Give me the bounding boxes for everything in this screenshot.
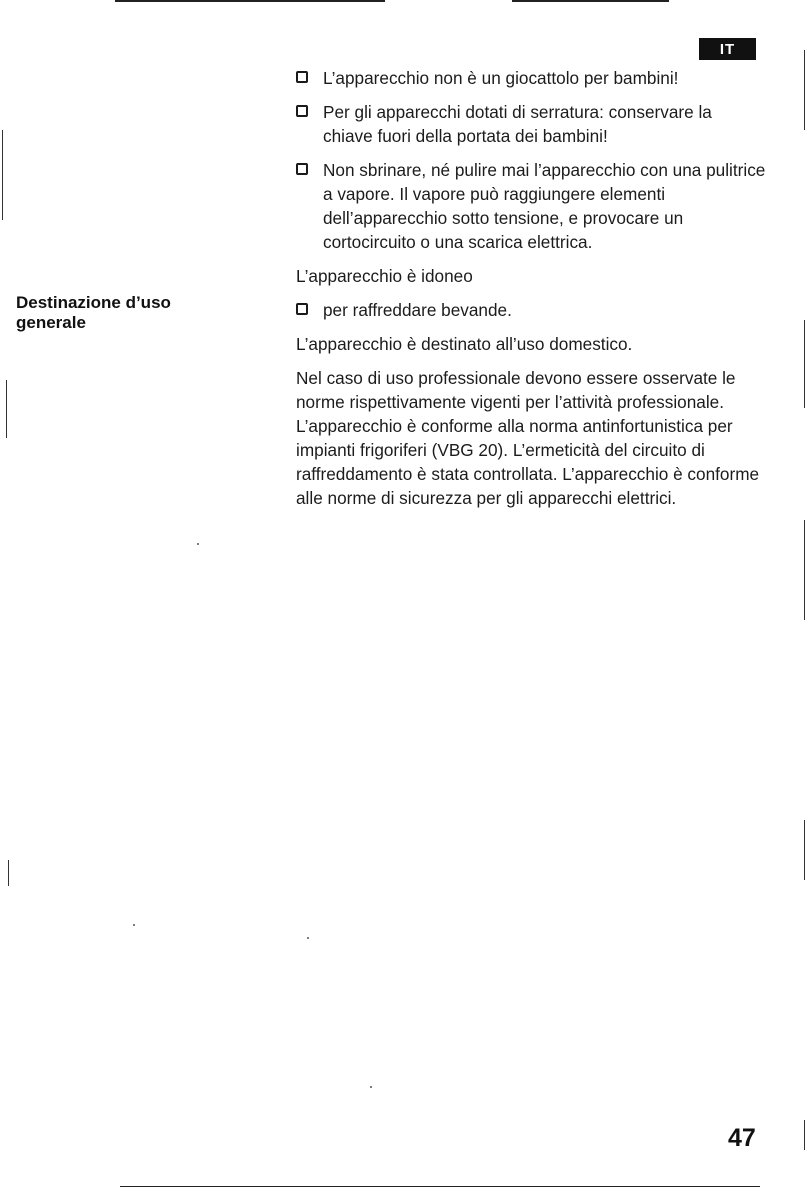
page-number: 47 xyxy=(728,1124,756,1152)
checkbox-bullet-icon xyxy=(296,71,308,83)
right-edge-line xyxy=(804,50,805,130)
list-item xyxy=(296,66,766,90)
professional-use-paragraph: Nel caso di uso professionale devono essere osservate le norme rispettivamente vigenti per l’attività professionale. L’apparecchio è conforme alla norma antinfortunistica per impianti frigoriferi (VBG 20). L’ermeticità del circuito di raffreddamento è stata controllata. L’apparecchio è conforme alle norme di sicurezza per gli apparecchi elettrici. xyxy=(296,368,760,508)
top-rule-right xyxy=(512,0,669,2)
left-edge-line xyxy=(2,130,3,220)
list-item-text: L’apparecchio non è un giocattolo per bambini! xyxy=(323,68,679,88)
right-edge-line xyxy=(804,520,805,620)
scan-speck xyxy=(370,1086,372,1088)
right-edge-line xyxy=(804,820,805,880)
list-item xyxy=(296,158,766,254)
language-badge: IT xyxy=(699,38,756,60)
scan-speck xyxy=(197,543,199,545)
checkbox-bullet-icon xyxy=(296,105,308,117)
bottom-rule xyxy=(120,1186,760,1187)
domestic-use-paragraph: L’apparecchio è destinato all’uso domestico. xyxy=(296,334,633,354)
intro-paragraph: L’apparecchio è idoneo xyxy=(296,266,473,286)
list-item-text: Per gli apparecchi dotati di serratura: conservare la chiave fuori della portata dei bambini! xyxy=(323,102,712,146)
list-item-text: Non sbrinare, né pulire mai l’apparecchio con una pulitrice a vapore. Il vapore può raggiungere elementi dell’apparecchio sotto tensione, e provocare un cortocircuito o una scarica elettrica. xyxy=(323,160,766,252)
right-edge-line xyxy=(804,1120,805,1150)
list-item-text: per raffreddare bevande. xyxy=(323,300,512,320)
checkbox-bullet-icon xyxy=(296,163,308,175)
right-edge-line xyxy=(804,320,805,408)
left-edge-line xyxy=(8,860,9,886)
body-column xyxy=(296,66,766,520)
list-item xyxy=(296,100,766,148)
section-heading: Destinazione d’uso generale xyxy=(16,293,171,332)
scan-speck xyxy=(307,937,309,939)
checkbox-bullet-icon xyxy=(296,303,308,315)
list-item xyxy=(296,298,766,322)
left-edge-line xyxy=(6,380,7,438)
scan-speck xyxy=(133,924,135,926)
top-rule-left xyxy=(115,0,385,2)
